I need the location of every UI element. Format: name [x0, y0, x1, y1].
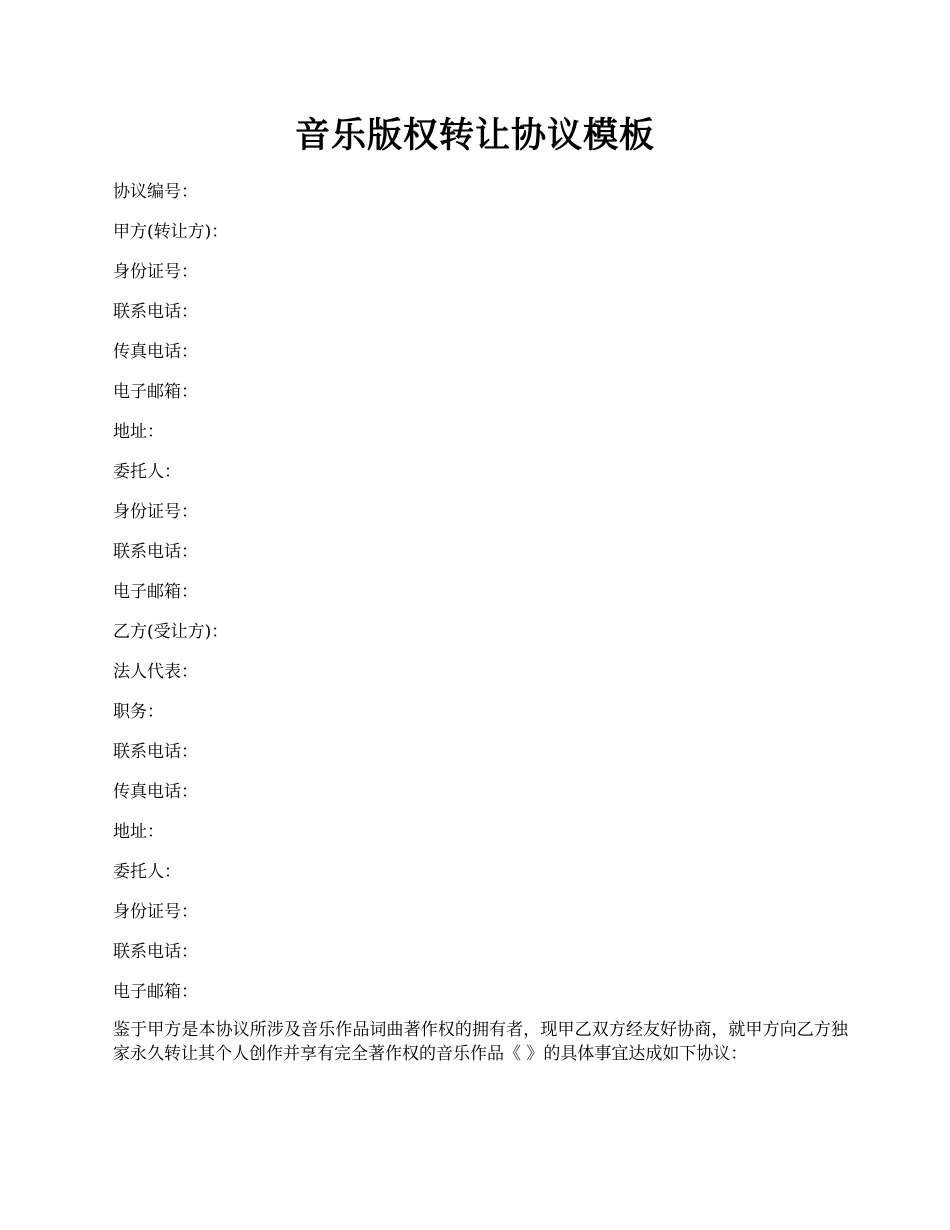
- field-party-b-position: 职务：: [113, 702, 164, 722]
- field-party-a-address: 地址：: [113, 422, 164, 442]
- field-party-b-address: 地址：: [113, 822, 164, 842]
- field-party-b-agent-phone: 联系电话：: [113, 942, 198, 962]
- field-party-b-agent-id-number: 身份证号：: [113, 902, 198, 922]
- field-party-b-fax: 传真电话：: [113, 782, 198, 802]
- field-party-a-email: 电子邮箱：: [113, 382, 198, 402]
- field-agreement-number: 协议编号：: [113, 182, 198, 202]
- field-party-a-id-number: 身份证号：: [113, 262, 198, 282]
- field-party-a-agent: 委托人：: [113, 462, 181, 482]
- field-party-b-agent-email: 电子邮箱：: [113, 982, 198, 1002]
- party-info-fields: [113, 178, 843, 1018]
- field-party-a-fax: 传真电话：: [113, 342, 198, 362]
- field-party-a-agent-email: 电子邮箱：: [113, 582, 198, 602]
- field-party-b: 乙方(受让方)：: [113, 622, 229, 642]
- document-title: 音乐版权转让协议模板: [294, 115, 655, 156]
- field-party-a-agent-phone: 联系电话：: [113, 542, 198, 562]
- field-party-b-legal-rep: 法人代表：: [113, 662, 198, 682]
- field-party-a: 甲方(转让方)：: [113, 222, 229, 242]
- field-party-a-agent-id-number: 身份证号：: [113, 502, 198, 522]
- field-party-a-phone: 联系电话：: [113, 302, 198, 322]
- field-party-b-agent: 委托人：: [113, 862, 181, 882]
- field-party-b-phone: 联系电话：: [113, 742, 198, 762]
- preamble-paragraph: 鉴于甲方是本协议所涉及音乐作品词曲著作权的拥有者，现甲乙双方经友好协商，就甲方向乙方独家永久转让其个人创作并享有完全著作权的音乐作品《 》的具体事宜达成如下协议：: [113, 1020, 848, 1064]
